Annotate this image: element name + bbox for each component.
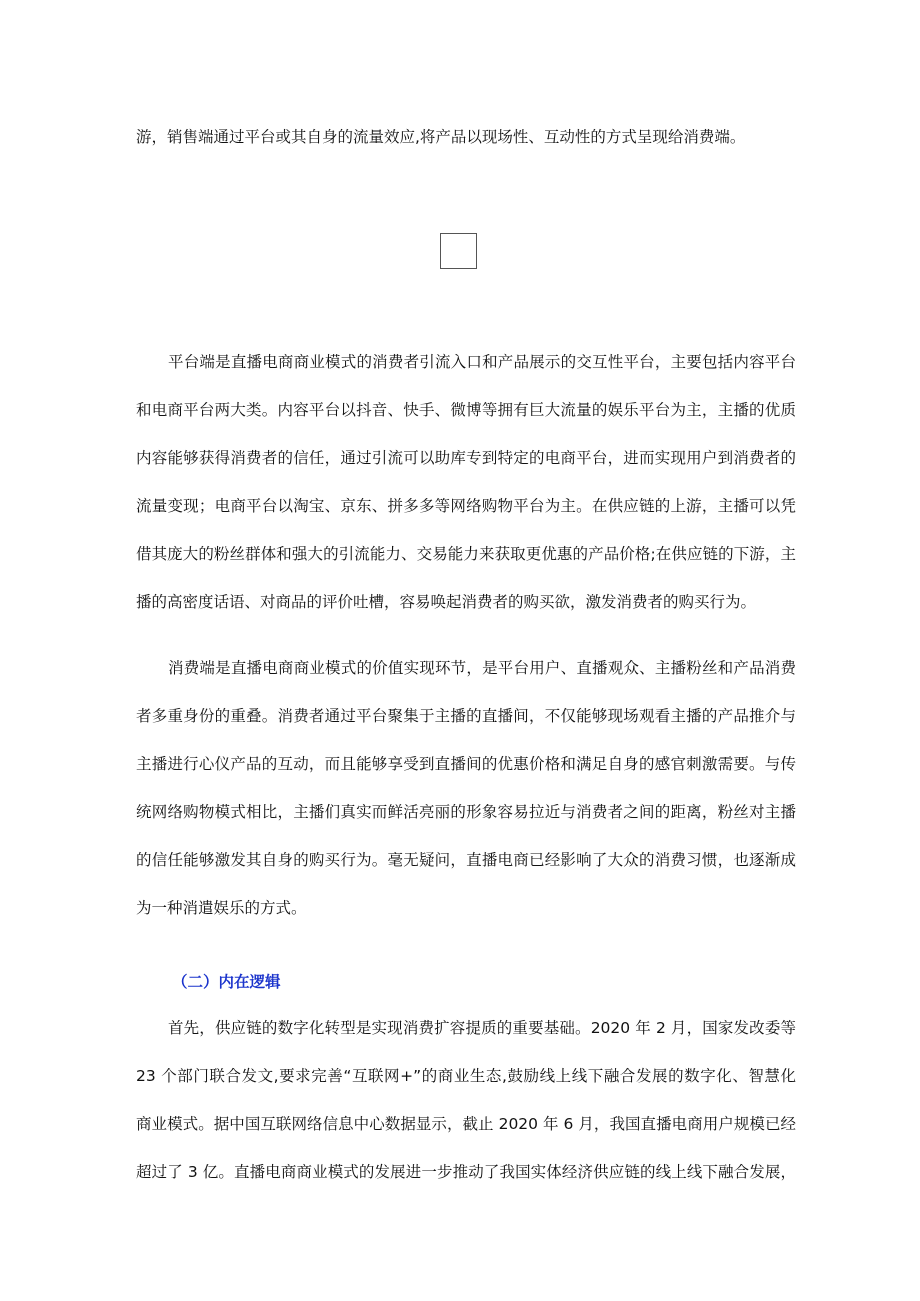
paragraph-consumer-line: 的信任能够激发其自身的购买行为。毫无疑问，直播电商已经影响了大众的消费习惯，也逐渐成 <box>136 851 796 869</box>
image-placeholder <box>440 233 477 269</box>
paragraph-platform-line: 和电商平台两大类。内容平台以抖音、快手、微博等拥有巨大流量的娱乐平台为主，主播的优质 <box>136 401 796 419</box>
paragraph-platform-line: 借其庞大的粉丝群体和强大的引流能力、交易能力来获取更优惠的产品价格;在供应链的下游，主 <box>136 545 796 563</box>
paragraph-consumer-line: 统网络购物模式相比，主播们真实而鲜活亮丽的形象容易拉近与消费者之间的距离，粉丝对主播 <box>136 803 796 821</box>
paragraph-logic-line: 23 个部门联合发文,要求完善“互联网+”的商业生态,鼓励线上线下融合发展的数字化、智慧化 <box>136 1067 796 1085</box>
paragraph-consumer-line: 者多重身份的重叠。消费者通过平台聚集于主播的直播间，不仅能够现场观看主播的产品推介与 <box>136 707 796 725</box>
paragraph-consumer-line: 为一种消遣娱乐的方式。 <box>136 899 307 917</box>
paragraph-logic-line: 超过了 3 亿。直播电商商业模式的发展进一步推动了我国实体经济供应链的线上线下融合发展， <box>136 1163 796 1181</box>
intro-line: 游，销售端通过平台或其自身的流量效应,将产品以现场性、互动性的方式呈现给消费端。 <box>136 128 746 146</box>
section-heading: （二）内在逻辑 <box>172 973 281 991</box>
paragraph-platform-line: 内容能够获得消费者的信任，通过引流可以助库专到特定的电商平台，进而实现用户到消费者的 <box>136 449 796 467</box>
paragraph-consumer-line: 主播进行心仪产品的互动，而且能够享受到直播间的优惠价格和满足自身的感官刺激需要。与传 <box>136 755 796 773</box>
paragraph-platform-line: 流量变现；电商平台以淘宝、京东、拼多多等网络购物平台为主。在供应链的上游，主播可以凭 <box>136 497 796 515</box>
paragraph-platform-line: 平台端是直播电商商业模式的消费者引流入口和产品展示的交互性平台，主要包括内容平台 <box>168 353 796 371</box>
paragraph-logic-line: 首先，供应链的数字化转型是实现消费扩容提质的重要基础。2020 年 2 月，国家发改委等 <box>168 1019 796 1037</box>
paragraph-logic-line: 商业模式。据中国互联网络信息中心数据显示，截止 2020 年 6 月，我国直播电商用户规模已经 <box>136 1115 796 1133</box>
paragraph-consumer-line: 消费端是直播电商商业模式的价值实现环节，是平台用户、直播观众、主播粉丝和产品消费 <box>168 659 796 677</box>
paragraph-platform-line: 播的高密度话语、对商品的评价吐槽，容易唤起消费者的购买欲，激发消费者的购买行为。 <box>136 593 757 611</box>
